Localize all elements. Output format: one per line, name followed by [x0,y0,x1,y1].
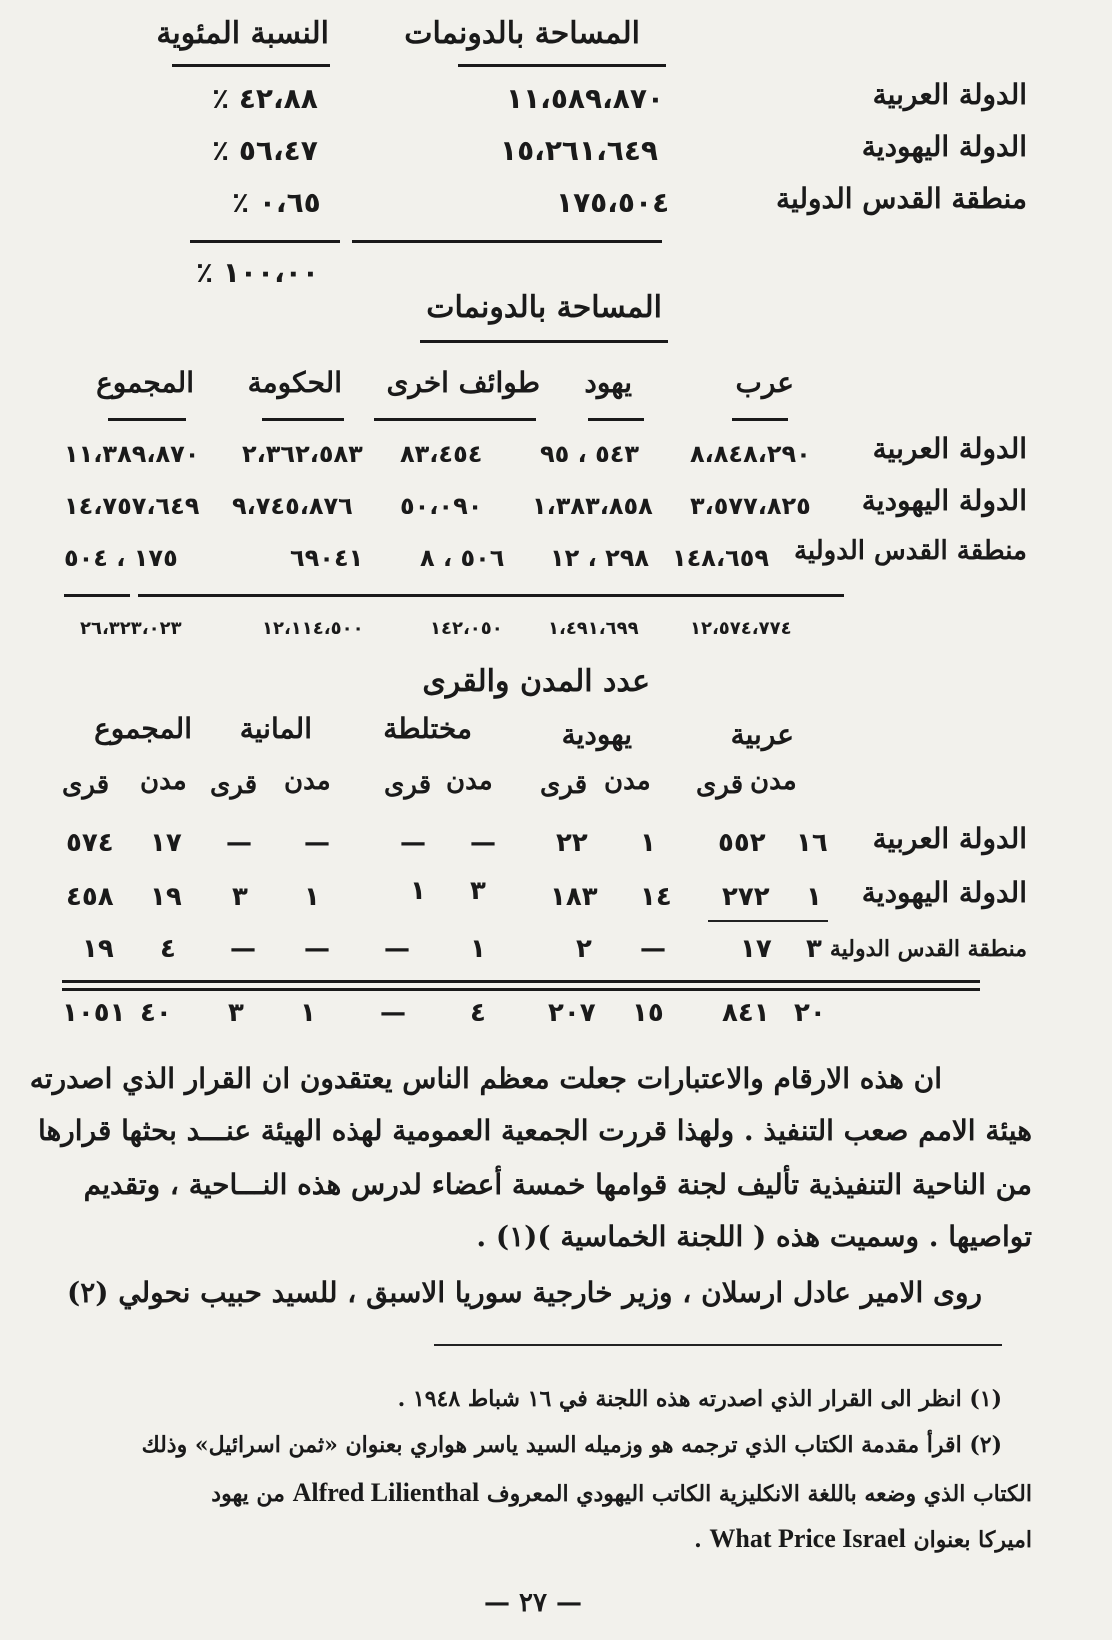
t3-sum-line-2 [62,988,980,991]
t2-total-gov: ١٢،١١٤،٥٠٠ [262,618,364,639]
t3-sub-german-town: مدن [284,766,331,796]
t3-row1-v3: ١ [640,828,656,858]
t1-header-percent-underline [172,64,330,67]
t2-row1-label: الدولة العربية [872,432,1027,465]
t3-row1-v6: — [400,828,426,858]
t3-sub-jewish-village: قرى [540,770,588,800]
t2-h-jews: يهود [584,366,632,399]
t2-row1-total: ١١،٣٨٩،٨٧٠ [64,440,200,468]
footnote-2-line-2-a: الكتاب الذي وضعه باللغة الانكليزية الكاتب اليهودي المعروف [486,1481,1032,1507]
t3-row2-v8: ٣ [232,882,248,912]
t2-row1-gov: ٢،٣٦٢،٥٨٣ [242,440,363,468]
t3-sub-total-village: قرى [62,770,110,800]
t3-row1-v2: ٥٥٢ [718,828,766,858]
t1-row1-percent: ٪ ٤٢،٨٨ [212,82,318,115]
t2-row1-jews: ٥٤٣ ، ٩٥ [540,440,640,468]
t3-h-total: المجموع [94,712,192,745]
footnote-1: (١) انظر الى القرار الذي اصدرته هذه اللجنة في ١٦ شباط ١٩٤٨ . [397,1386,1002,1412]
t1-header-percent: النسبة المئوية [156,16,329,51]
t2-sum-line-a [64,594,130,597]
t3-sub-arab-town: مدن [750,766,797,796]
t3-row1-v10: ٥٧٤ [66,828,114,858]
t3-sum-line-1 [62,980,980,983]
footnote-author-name: Alfred Lilienthal [292,1478,480,1507]
t2-row2-total: ١٤،٧٥٧،٦٤٩ [64,492,200,520]
body-line-1: ان هذه الارقام والاعتبارات جعلت معظم الناس يعتقدون ان القرار الذي اصدرته [29,1062,942,1095]
t2-row2-label: الدولة اليهودية [861,484,1027,517]
t3-sub-german-village: قرى [210,770,258,800]
t3-total-v10: ١٠٥١ [62,998,126,1028]
t3-sub-arab-village: قرى [696,770,744,800]
t2-h-other-underline [374,418,536,421]
t3-row3-v8: — [230,934,256,964]
t1-row2-label: الدولة اليهودية [861,130,1027,163]
t3-h-arab: عربية [730,718,794,751]
footnote-2-line-2-b: من يهود [211,1481,285,1507]
footnote-book-title: What Price Israel [709,1524,906,1553]
t3-row3-v2: ١٧ [740,934,772,964]
t1-row1-label: الدولة العربية [872,78,1027,111]
footnote-2-line-2 [211,1478,1032,1508]
t3-row2-v3: ١٤ [640,882,672,912]
t2-row3-arab: ١٤٨،٦٥٩ [672,544,770,572]
t3-row3-v10: ١٩ [82,934,114,964]
t1-row3-percent: ٪ ٠،٦٥ [232,186,321,219]
t3-row3-v4: ٢ [576,934,592,964]
t2-row3-jews: ٢٩٨ ، ١٢ [550,544,650,572]
t3-sub-mixed-town: مدن [446,766,493,796]
t3-row2-v9: ١٩ [150,882,182,912]
page-number: — ٢٧ — [483,1588,582,1618]
t2-h-arab: عرب [735,366,794,399]
t3-row2-v4: ١٨٣ [550,882,598,912]
t3-h-german: المانية [239,712,312,745]
t1-row3-area: ١٧٥،٥٠٤ [556,186,670,219]
t2-total-arab: ١٢،٥٧٤،٧٧٤ [690,618,792,639]
t3-row1-v1: ١٦ [796,828,828,858]
t1-row2-area: ١٥،٢٦١،٦٤٩ [500,134,658,167]
t3-row3-v6: — [384,934,410,964]
t2-row3-other: ٥٠٦ ، ٨ [420,544,505,572]
t2-sum-line-b [138,594,844,597]
t3-total-v7: ١ [300,998,316,1028]
t3-row1-v7: — [304,828,330,858]
t3-total-v5: ٤ [470,998,486,1028]
t3-h-mixed: مختلطة [383,712,472,745]
t3-row3-v1: ٣ [806,934,822,964]
t2-total-other: ١٤٢،٠٥٠ [430,618,503,639]
t3-total-v4: ٢٠٧ [548,998,596,1028]
t3-row2-v5: ٣ [470,876,486,906]
t2-row3-total: ١٧٥ ، ٥٠٤ [64,544,178,572]
footnote-2-line-3-b: . [694,1527,702,1553]
body-line-5: روى الامير عادل ارسلان ، وزير خارجية سوريا الاسبق ، للسيد حبيب نحولي (٢) [66,1276,982,1309]
footnote-2-line-1: (٢) اقرأ مقدمة الكتاب الذي ترجمه هو وزميله السيد ياسر هواري بعنوان «ثمن اسرائيل» وذلك [141,1432,1002,1458]
t2-h-other: طوائف اخرى [386,366,540,399]
t3-row2-label: الدولة اليهودية [861,876,1027,909]
t2-total-total: ٢٦،٣٢٣،٠٢٣ [80,618,182,639]
body-line-4: تواصيها . وسميت هذه ( اللجنة الخماسية )(١) . [476,1220,1032,1253]
t3-row1-v9: ١٧ [150,828,182,858]
t3-total-v8: ٣ [228,998,244,1028]
t3-row1-v8: — [226,828,252,858]
t2-row3-gov: ٦٩٠٤١ [290,544,364,572]
t1-row3-label: منطقة القدس الدولية [776,182,1027,215]
t2-row3-label: منطقة القدس الدولية [793,536,1027,566]
t3-row1-v4: ٢٢ [556,828,588,858]
t2-row2-jews: ١،٣٨٣،٨٥٨ [532,492,653,520]
t3-total-v3: ١٥ [632,998,664,1028]
t3-total-v9: ٤٠ [140,998,172,1028]
t2-h-jews-underline [588,418,644,421]
t2-h-arab-underline [732,418,788,421]
t1-sum-line-left [190,240,340,243]
t3-title: عدد المدن والقرى [422,664,650,699]
t2-row1-other: ٨٣،٤٥٤ [400,440,483,468]
t3-row3-v3: — [640,934,666,964]
t3-row2-underline [708,920,828,922]
t3-row1-v5: — [470,828,496,858]
footnote-2-line-3-a: اميركا بعنوان [913,1527,1032,1553]
t3-row2-v6: ١ [410,876,426,906]
t3-sub-mixed-village: قرى [384,770,432,800]
t3-total-v2: ٨٤١ [722,998,770,1028]
t3-row2-v7: ١ [304,882,320,912]
t3-total-v6: — [380,998,406,1028]
t2-row2-gov: ٩،٧٤٥،٨٧٦ [232,492,353,520]
t3-row2-v1: ١ [806,882,822,912]
t2-total-jews: ١،٤٩١،٦٩٩ [548,618,639,639]
t3-sub-jewish-town: مدن [604,766,651,796]
t2-row1-arab: ٨،٨٤٨،٢٩٠ [690,440,811,468]
t3-row3-v7: — [304,934,330,964]
t1-total-percent: ٪ ١٠٠،٠٠ [196,256,319,289]
t2-row2-other: ٥٠،٠٩٠ [400,492,483,520]
t3-row1-label: الدولة العربية [872,822,1027,855]
t1-sum-line-right [352,240,662,243]
t1-row2-percent: ٪ ٥٦،٤٧ [212,134,318,167]
t2-h-total: المجموع [96,366,194,399]
footnote-divider [434,1344,1002,1346]
t3-row3-label: منطقة القدس الدولية [829,936,1027,962]
t1-row1-area: ١١،٥٨٩،٨٧٠ [506,82,664,115]
footnote-2-line-3 [694,1524,1032,1554]
t3-row2-v10: ٤٥٨ [66,882,114,912]
t3-row3-v5: ١ [470,934,486,964]
t3-row2-v2: ٢٧٢ [722,882,770,912]
t2-h-gov: الحكومة [247,366,342,399]
body-line-2: هيئة الامم صعب التنفيذ . ولهذا قررت الجمعية العمومية لهذه الهيئة عنـــد بحثها قرارها [37,1114,1032,1147]
t3-total-v1: ٢٠ [794,998,826,1028]
t2-h-total-underline [108,418,186,421]
t2-title-underline [420,340,668,343]
t2-title: المساحة بالدونمات [426,290,662,325]
t1-header-area: المساحة بالدونمات [404,16,640,51]
t1-header-area-underline [458,64,666,67]
t3-sub-total-town: مدن [140,766,187,796]
body-line-3: من الناحية التنفيذية تأليف لجنة قوامها خمسة أعضاء لدرس هذه النـــاحية ، وتقديم [83,1168,1032,1201]
t2-h-gov-underline [262,418,344,421]
t3-h-jewish: يهودية [561,718,632,751]
t2-row2-arab: ٣،٥٧٧،٨٢٥ [690,492,811,520]
t3-row3-v9: ٤ [160,934,176,964]
